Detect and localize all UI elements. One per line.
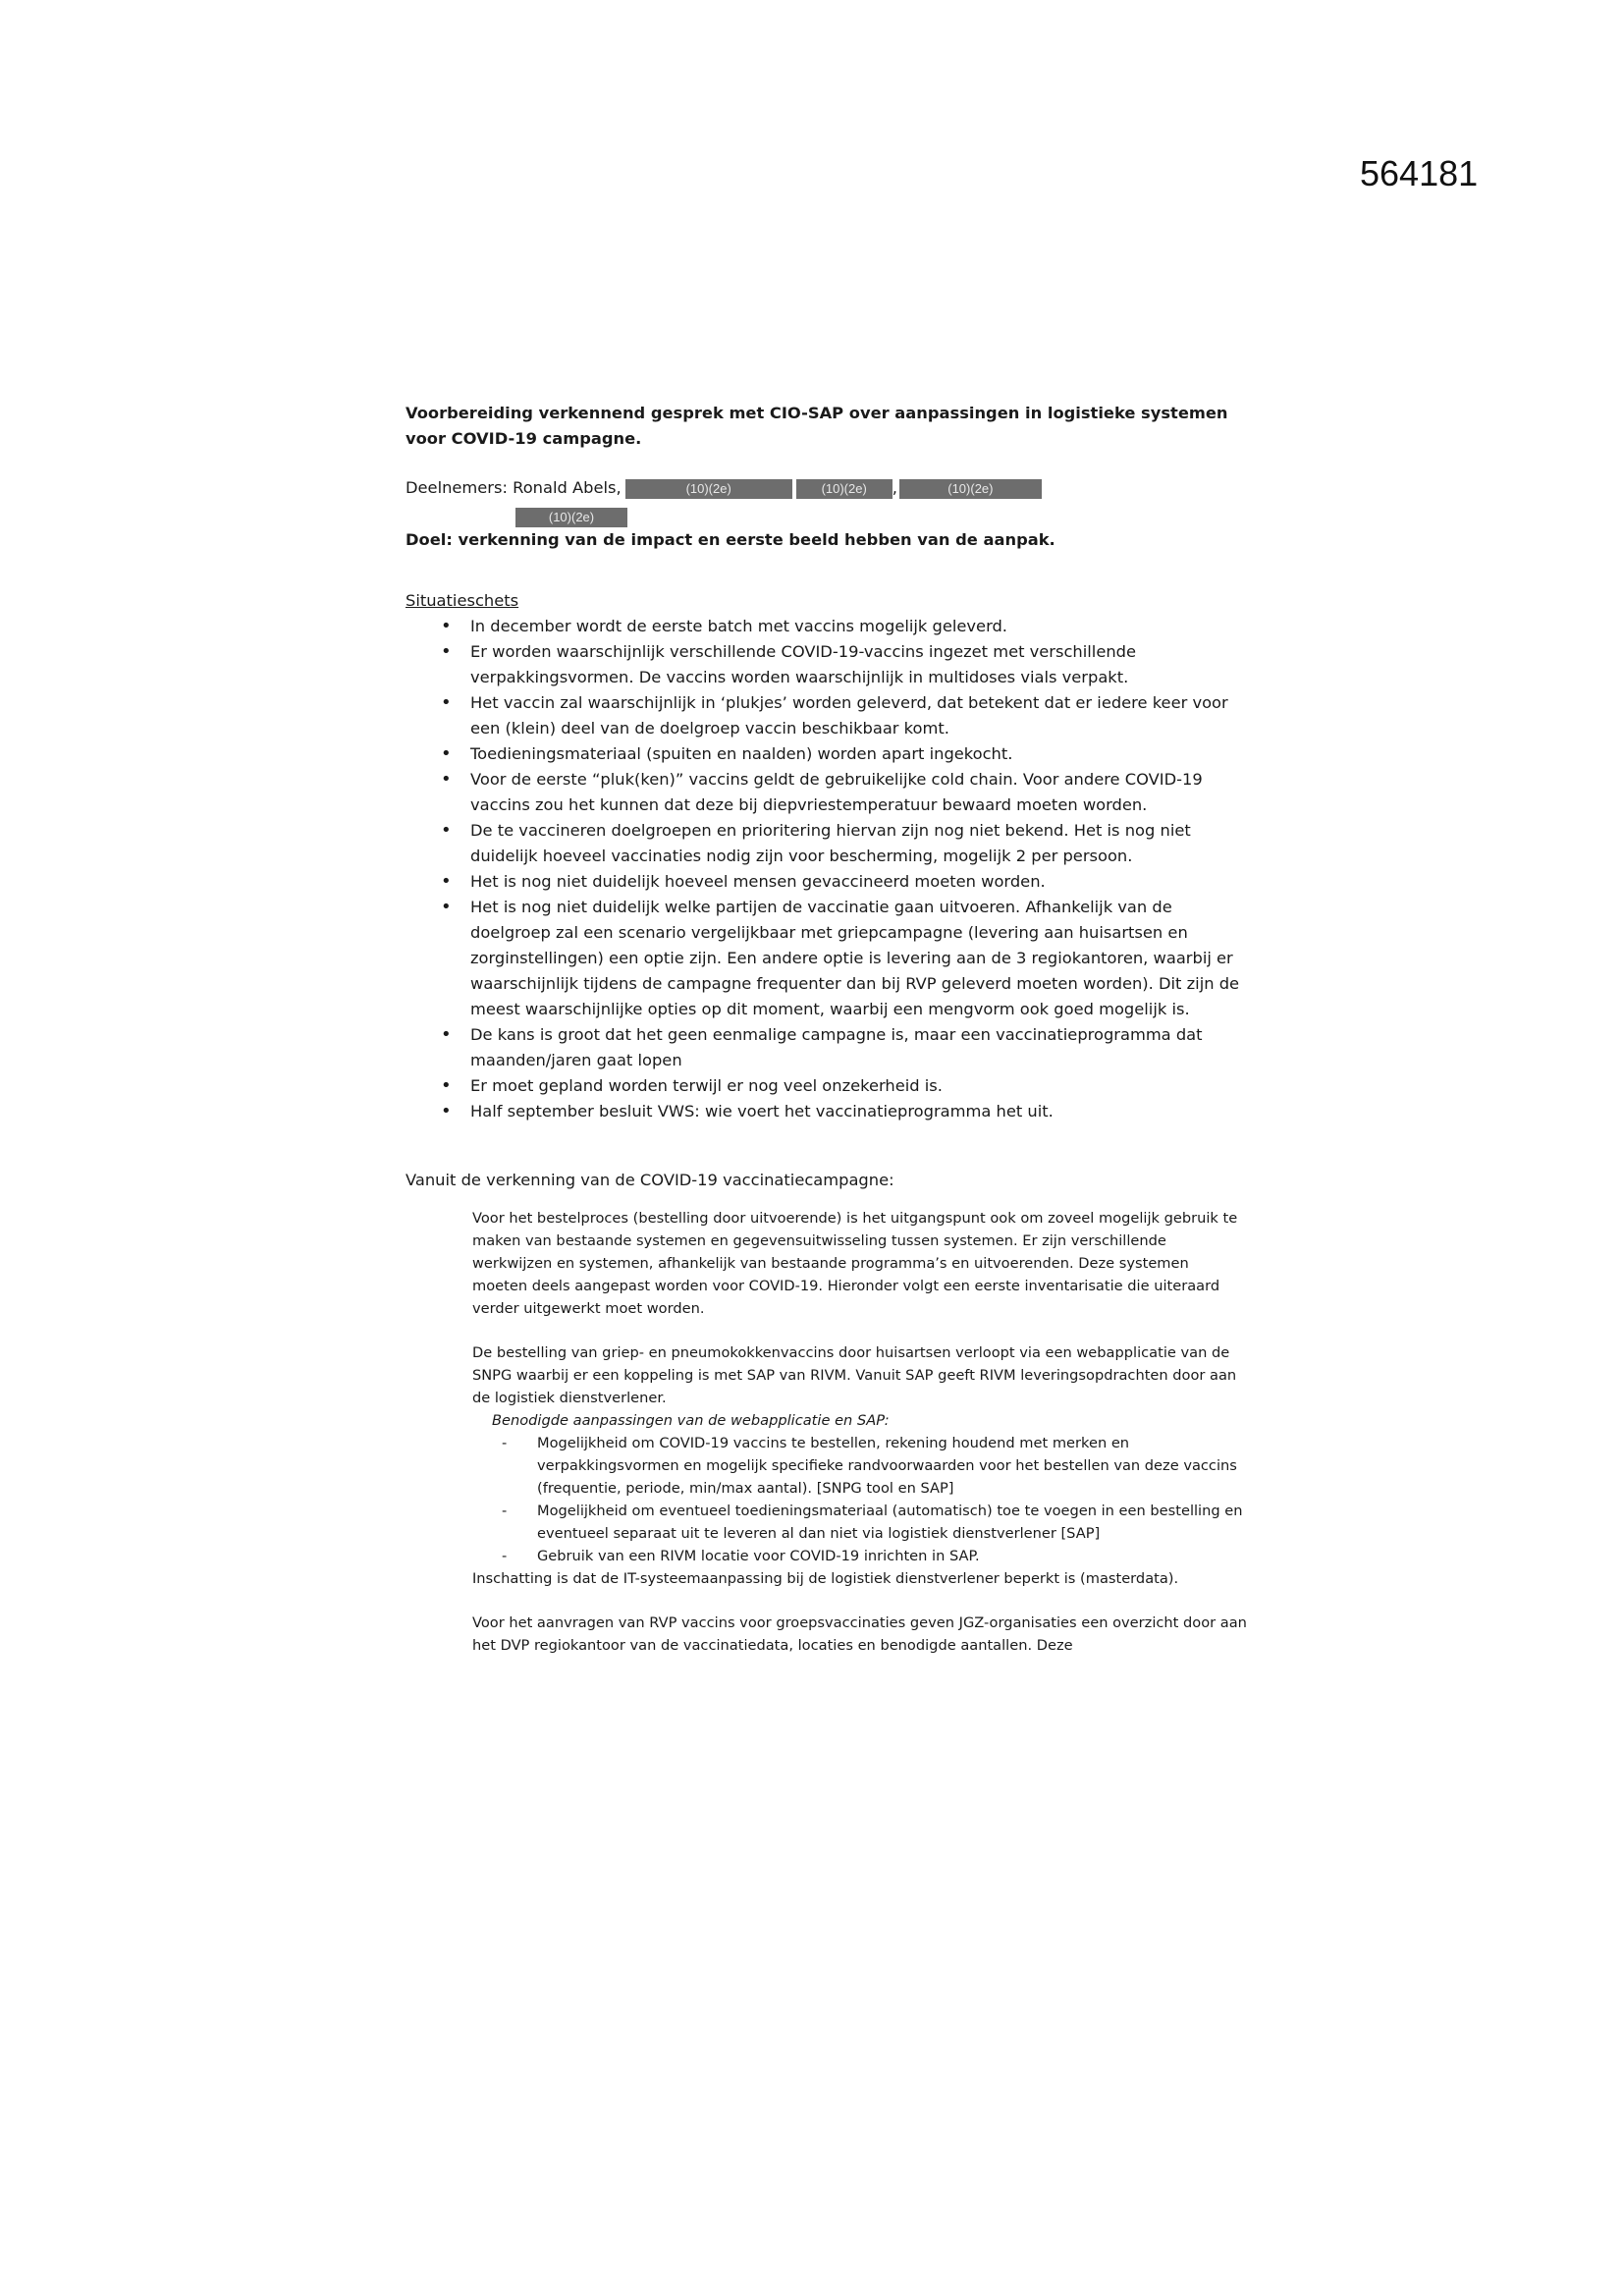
goal-statement: Doel: verkenning van de impact en eerste beeld hebben van de aanpak. — [406, 529, 1055, 549]
participants-comma: , — [892, 478, 897, 497]
list-item: • Er moet gepland worden terwijl er nog veel onzekerheid is. — [470, 1073, 1250, 1099]
document-body — [406, 401, 1250, 1657]
list-item: • In december wordt de eerste batch met vaccins mogelijk geleverd. — [470, 614, 1250, 639]
list-item: • Toedieningsmateriaal (spuiten en naalden) worden apart ingekocht. — [470, 741, 1250, 767]
list-item: - Mogelijkheid om eventueel toedieningsmateriaal (automatisch) toe te voegen in een bestelling en eventueel separaat uit te leveren al dan niet via logistiek dienstverlener [SAP] — [537, 1500, 1248, 1545]
requirements-list — [472, 1432, 1248, 1567]
list-item: • De te vaccineren doelgroepen en prioritering hiervan zijn nog niet bekend. Het is nog niet duidelijk hoeveel vaccinaties nodig zijn voor bescherming, mogelijk 2 per persoon. — [470, 818, 1250, 869]
list-item: • Het vaccin zal waarschijnlijk in ‘plukjes’ worden geleverd, dat betekent dat er iedere keer voor een (klein) deel van de doelgroep vaccin beschikbaar komt. — [470, 690, 1250, 741]
redaction-block: (10)(2e) — [625, 479, 792, 499]
list-item: • Het is nog niet duidelijk welke partijen de vaccinatie gaan uitvoeren. Afhankelijk van de doelgroep zal een scenario vergelijkbaar met griepcampagne (levering aan huisartsen en zorginstellingen) een optie zijn. Een andere optie is levering aan de 3 regiokantoren, waarbij er waarschijnlijk tijdens de campagne frequenter dan bij RVP geleverd moeten worden). Dit zijn de meest waarschijnlijke opties op dit moment, waarbij een mengvorm ook goed mogelijk is. — [470, 895, 1250, 1022]
exploration-intro: Vanuit de verkenning van de COVID-19 vaccinatiecampagne: — [406, 1170, 894, 1189]
requirements-title: Benodigde aanpassingen van de webapplicatie en SAP: — [492, 1411, 890, 1429]
paragraph: Voor het bestelproces (bestelling door uitvoerende) is het uitgangspunt ook om zoveel mogelijk gebruik te maken van bestaande systemen en gegevensuitwisseling tussen systemen. Er zijn verschillende werkwijzen en systemen, afhankelijk van bestaande programma’s en uitvoerenden. Deze systemen moeten deels aangepast worden voor COVID-19. Hieronder volgt een eerste inventarisatie die uiteraard verder uitgewerkt moet worden. — [472, 1209, 1238, 1317]
list-item: • Het is nog niet duidelijk hoeveel mensen gevaccineerd moeten worden. — [470, 869, 1250, 895]
list-item: • De kans is groot dat het geen eenmalige campagne is, maar een vaccinatieprogramma dat maanden/jaren gaat lopen — [470, 1022, 1250, 1073]
paragraph: Voor het aanvragen van RVP vaccins voor groepsvaccinaties geven JGZ-organisaties een overzicht door aan het DVP regiokantoor van de vaccinatiedata, locaties en benodigde aantallen. Deze — [472, 1613, 1247, 1654]
redaction-block: (10)(2e) — [515, 508, 627, 527]
situation-list — [406, 614, 1250, 1124]
participants-label: Deelnemers: Ronald Abels, — [406, 478, 622, 497]
paragraph: Inschatting is dat de IT-systeemaanpassing bij de logistiek dienstverlener beperkt is (masterdata). — [472, 1569, 1179, 1587]
exploration-section — [472, 1207, 1248, 1657]
list-item: - Mogelijkheid om COVID-19 vaccins te bestellen, rekening houdend met merken en verpakkingsvormen en mogelijk specifieke randvoorwaarden voor het bestellen van deze vaccins (frequentie, periode, min/max aantal). [SNPG tool en SAP] — [537, 1432, 1248, 1500]
redaction-block: (10)(2e) — [796, 479, 893, 499]
redaction-block: (10)(2e) — [899, 479, 1042, 499]
list-item: • Voor de eerste “pluk(ken)” vaccins geldt de gebruikelijke cold chain. Voor andere COVID-19 vaccins zou het kunnen dat deze bij diepvriestemperatuur bewaard moeten worden. — [470, 767, 1250, 818]
list-item: - Gebruik van een RIVM locatie voor COVID-19 inrichten in SAP. — [537, 1545, 1248, 1567]
document-title: Voorbereiding verkennend gesprek met CIO-SAP over aanpassingen in logistieke systemen voor COVID-19 campagne. — [406, 404, 1228, 448]
list-item: • Half september besluit VWS: wie voert het vaccinatieprogramma het uit. — [470, 1099, 1250, 1124]
document-number: 564181 — [1360, 153, 1479, 193]
list-item: • Er worden waarschijnlijk verschillende COVID-19-vaccins ingezet met verschillende verpakkingsvormen. De vaccins worden waarschijnlijk in multidoses vials verpakt. — [470, 639, 1250, 690]
participants-line — [406, 475, 1250, 527]
situation-heading: Situatieschets — [406, 590, 519, 610]
paragraph: De bestelling van griep- en pneumokokkenvaccins door huisartsen verloopt via een webapplicatie van de SNPG waarbij er een koppeling is met SAP van RIVM. Vanuit SAP geeft RIVM leveringsopdrachten door aan de logistiek dienstverlener. — [472, 1343, 1237, 1406]
